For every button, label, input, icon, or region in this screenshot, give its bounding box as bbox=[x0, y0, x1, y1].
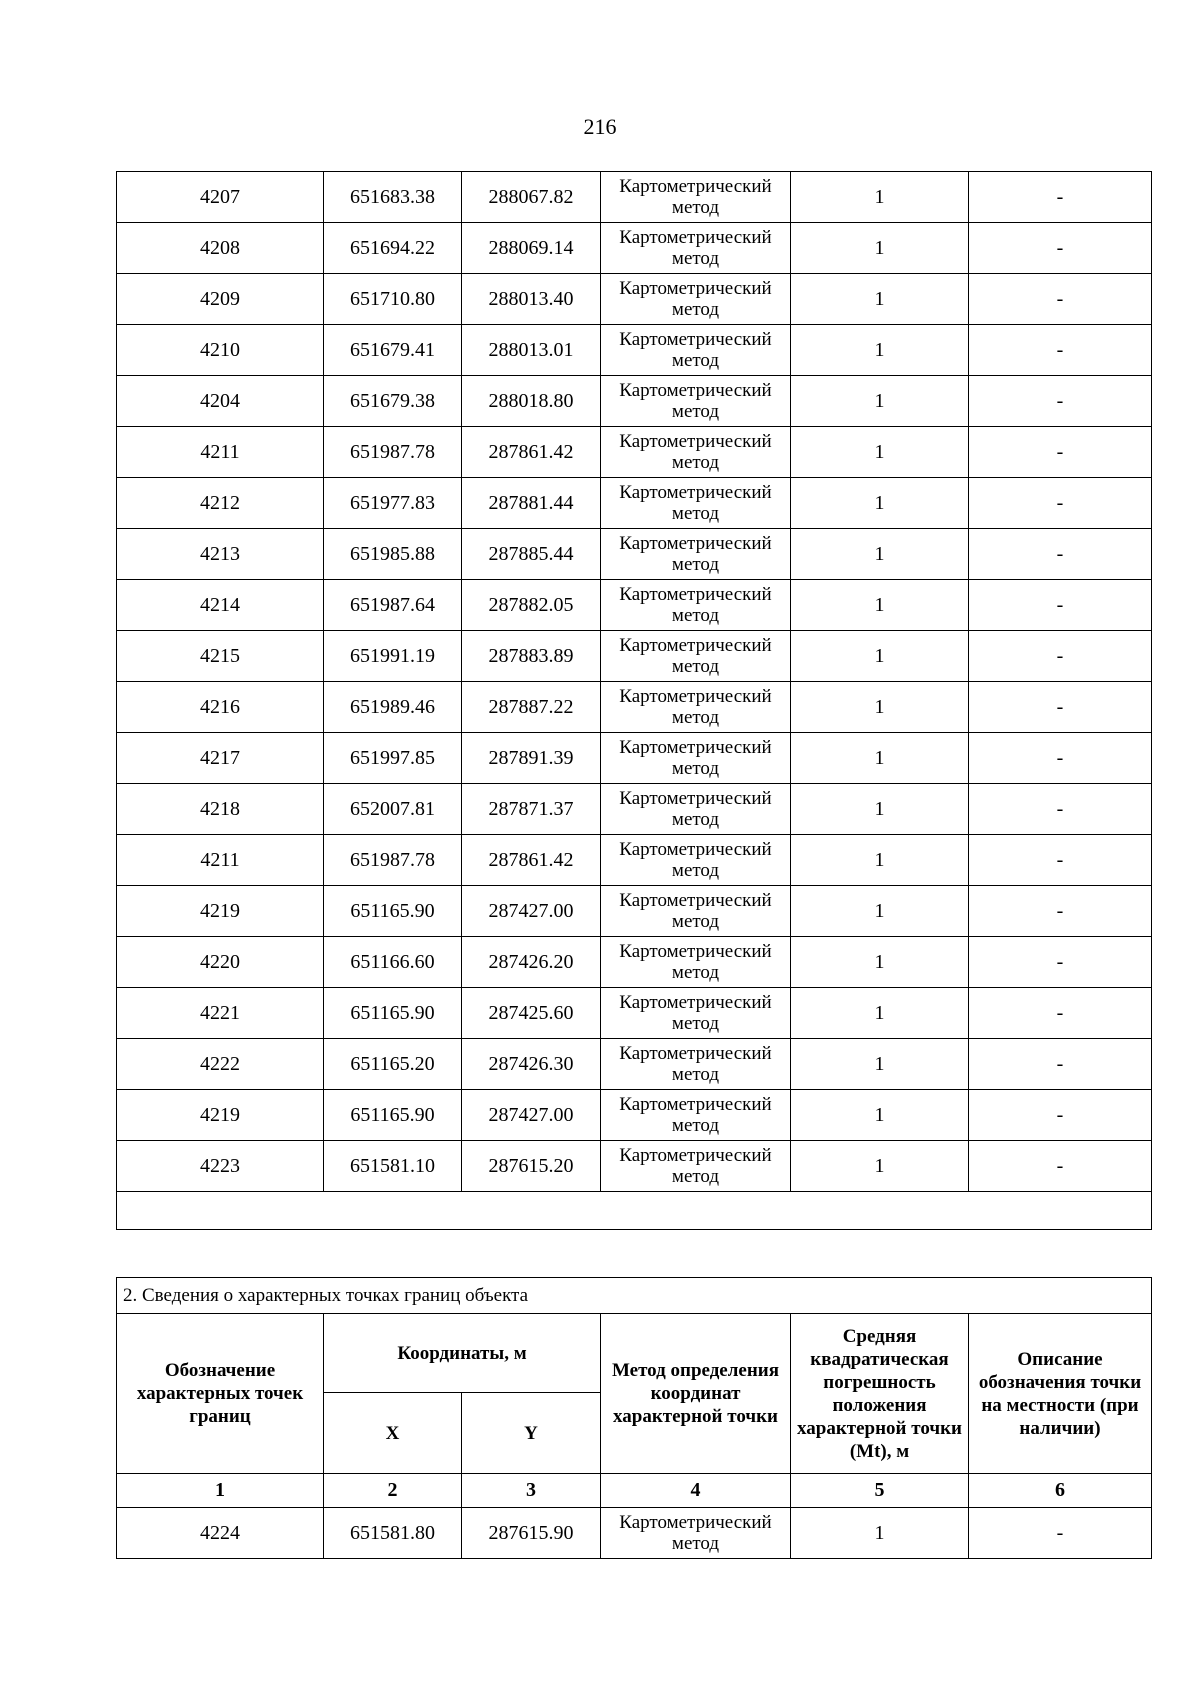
method-line: метод bbox=[671, 1115, 720, 1136]
col-number: 1 bbox=[117, 1474, 324, 1508]
desc-cell: - bbox=[969, 835, 1152, 886]
method-line: метод bbox=[671, 299, 720, 320]
method-cell bbox=[601, 937, 791, 988]
method-line: метод bbox=[671, 656, 720, 677]
point-cell: 4211 bbox=[117, 427, 324, 478]
table-row bbox=[117, 784, 1152, 835]
table-row bbox=[117, 1508, 1152, 1559]
method-line: метод bbox=[671, 707, 720, 728]
desc-cell: - bbox=[969, 529, 1152, 580]
method-line: метод bbox=[671, 1013, 720, 1034]
mt-cell: 1 bbox=[791, 631, 969, 682]
method-line: Картометрический bbox=[619, 941, 772, 962]
desc-cell: - bbox=[969, 784, 1152, 835]
method-cell bbox=[601, 376, 791, 427]
table-row bbox=[117, 478, 1152, 529]
method-line: Картометрический bbox=[619, 329, 772, 350]
point-cell: 4215 bbox=[117, 631, 324, 682]
method-cell bbox=[601, 223, 791, 274]
method-line: Картометрический bbox=[619, 584, 772, 605]
desc-cell: - bbox=[969, 733, 1152, 784]
point-cell: 4217 bbox=[117, 733, 324, 784]
mt-cell: 1 bbox=[791, 1039, 969, 1090]
mt-cell: 1 bbox=[791, 172, 969, 223]
table-row bbox=[117, 733, 1152, 784]
y-cell: 288018.80 bbox=[462, 376, 601, 427]
y-cell: 288069.14 bbox=[462, 223, 601, 274]
section2-points-table bbox=[116, 1277, 1152, 1559]
point-cell: 4221 bbox=[117, 988, 324, 1039]
table-row bbox=[117, 223, 1152, 274]
method-line: метод bbox=[671, 503, 720, 524]
header-y: Y bbox=[462, 1393, 601, 1474]
point-cell: 4208 bbox=[117, 223, 324, 274]
desc-cell: - bbox=[969, 223, 1152, 274]
y-cell: 287615.20 bbox=[462, 1141, 601, 1192]
method-cell bbox=[601, 172, 791, 223]
y-cell: 287881.44 bbox=[462, 478, 601, 529]
point-cell: 4218 bbox=[117, 784, 324, 835]
x-cell: 651581.10 bbox=[324, 1141, 462, 1192]
desc-cell: - bbox=[969, 1141, 1152, 1192]
x-cell: 651679.38 bbox=[324, 376, 462, 427]
y-cell: 287887.22 bbox=[462, 682, 601, 733]
section-title: 2. Сведения о характерных точках границ объекта bbox=[117, 1278, 1152, 1314]
method-line: метод bbox=[671, 1064, 720, 1085]
method-line: метод bbox=[671, 554, 720, 575]
page-number: 216 bbox=[583, 114, 617, 139]
method-line: Картометрический bbox=[619, 278, 772, 299]
method-line: метод bbox=[671, 401, 720, 422]
method-cell bbox=[601, 1141, 791, 1192]
method-cell bbox=[601, 478, 791, 529]
desc-cell: - bbox=[969, 886, 1152, 937]
mt-cell: 1 bbox=[791, 886, 969, 937]
desc-cell: - bbox=[969, 1039, 1152, 1090]
y-cell: 287861.42 bbox=[462, 835, 601, 886]
method-line: метод bbox=[671, 350, 720, 371]
method-line: метод bbox=[671, 911, 720, 932]
x-cell: 652007.81 bbox=[324, 784, 462, 835]
mt-cell: 1 bbox=[791, 223, 969, 274]
method-cell bbox=[601, 988, 791, 1039]
table-row bbox=[117, 886, 1152, 937]
x-cell: 651987.78 bbox=[324, 427, 462, 478]
method-line: метод bbox=[671, 962, 720, 983]
method-line: Картометрический bbox=[619, 737, 772, 758]
method-line: Картометрический bbox=[619, 482, 772, 503]
method-cell bbox=[601, 274, 791, 325]
y-cell: 287871.37 bbox=[462, 784, 601, 835]
method-cell bbox=[601, 529, 791, 580]
method-cell bbox=[601, 1090, 791, 1141]
desc-cell: - bbox=[969, 1508, 1152, 1559]
col-number: 6 bbox=[969, 1474, 1152, 1508]
x-cell: 651987.64 bbox=[324, 580, 462, 631]
desc-cell: - bbox=[969, 580, 1152, 631]
point-cell: 4204 bbox=[117, 376, 324, 427]
y-cell: 287427.00 bbox=[462, 1090, 601, 1141]
table-row bbox=[117, 937, 1152, 988]
table-row bbox=[117, 1141, 1152, 1192]
point-cell: 4223 bbox=[117, 1141, 324, 1192]
method-line: Картометрический bbox=[619, 1512, 772, 1533]
col-number: 2 bbox=[324, 1474, 462, 1508]
method-line: Картометрический bbox=[619, 380, 772, 401]
col-number: 3 bbox=[462, 1474, 601, 1508]
table-row bbox=[117, 529, 1152, 580]
method-cell bbox=[601, 682, 791, 733]
mt-cell: 1 bbox=[791, 376, 969, 427]
desc-cell: - bbox=[969, 325, 1152, 376]
x-cell: 651165.90 bbox=[324, 1090, 462, 1141]
point-cell: 4210 bbox=[117, 325, 324, 376]
method-line: Картометрический bbox=[619, 1094, 772, 1115]
desc-cell: - bbox=[969, 274, 1152, 325]
method-line: Картометрический bbox=[619, 431, 772, 452]
mt-cell: 1 bbox=[791, 274, 969, 325]
mt-cell: 1 bbox=[791, 835, 969, 886]
point-cell: 4214 bbox=[117, 580, 324, 631]
header-method: Метод определения координат характерной точки bbox=[601, 1314, 791, 1474]
mt-cell: 1 bbox=[791, 784, 969, 835]
y-cell: 287891.39 bbox=[462, 733, 601, 784]
point-cell: 4209 bbox=[117, 274, 324, 325]
desc-cell: - bbox=[969, 1090, 1152, 1141]
method-cell bbox=[601, 325, 791, 376]
method-cell bbox=[601, 427, 791, 478]
table-row bbox=[117, 988, 1152, 1039]
mt-cell: 1 bbox=[791, 733, 969, 784]
y-cell: 287885.44 bbox=[462, 529, 601, 580]
method-line: метод bbox=[671, 809, 720, 830]
x-cell: 651165.90 bbox=[324, 886, 462, 937]
x-cell: 651991.19 bbox=[324, 631, 462, 682]
mt-cell: 1 bbox=[791, 325, 969, 376]
method-cell bbox=[601, 1039, 791, 1090]
point-cell: 4213 bbox=[117, 529, 324, 580]
mt-cell: 1 bbox=[791, 682, 969, 733]
point-cell: 4219 bbox=[117, 886, 324, 937]
method-line: Картометрический bbox=[619, 533, 772, 554]
point-cell: 4216 bbox=[117, 682, 324, 733]
table-row bbox=[117, 376, 1152, 427]
header-point: Обозначение характерных точек границ bbox=[117, 1314, 324, 1474]
table-row bbox=[117, 325, 1152, 376]
mt-cell: 1 bbox=[791, 937, 969, 988]
header-coords: Координаты, м bbox=[324, 1314, 601, 1393]
y-cell: 287615.90 bbox=[462, 1508, 601, 1559]
x-cell: 651977.83 bbox=[324, 478, 462, 529]
x-cell: 651165.20 bbox=[324, 1039, 462, 1090]
col-number: 4 bbox=[601, 1474, 791, 1508]
x-cell: 651683.38 bbox=[324, 172, 462, 223]
method-cell bbox=[601, 733, 791, 784]
y-cell: 287861.42 bbox=[462, 427, 601, 478]
table-row bbox=[117, 274, 1152, 325]
desc-cell: - bbox=[969, 682, 1152, 733]
mt-cell: 1 bbox=[791, 427, 969, 478]
col-number: 5 bbox=[791, 1474, 969, 1508]
desc-cell: - bbox=[969, 988, 1152, 1039]
desc-cell: - bbox=[969, 937, 1152, 988]
method-cell bbox=[601, 784, 791, 835]
method-cell bbox=[601, 886, 791, 937]
table-row bbox=[117, 427, 1152, 478]
method-line: метод bbox=[671, 1533, 720, 1554]
method-cell bbox=[601, 580, 791, 631]
method-line: Картометрический bbox=[619, 890, 772, 911]
method-line: метод bbox=[671, 605, 720, 626]
empty-cell bbox=[117, 1192, 1152, 1230]
method-line: метод bbox=[671, 452, 720, 473]
method-line: Картометрический bbox=[619, 1043, 772, 1064]
mt-cell: 1 bbox=[791, 529, 969, 580]
x-cell: 651166.60 bbox=[324, 937, 462, 988]
x-cell: 651165.90 bbox=[324, 988, 462, 1039]
y-cell: 287883.89 bbox=[462, 631, 601, 682]
point-cell: 4224 bbox=[117, 1508, 324, 1559]
method-cell bbox=[601, 1508, 791, 1559]
method-line: метод bbox=[671, 248, 720, 269]
point-cell: 4211 bbox=[117, 835, 324, 886]
table-row bbox=[117, 1090, 1152, 1141]
point-cell: 4222 bbox=[117, 1039, 324, 1090]
x-cell: 651985.88 bbox=[324, 529, 462, 580]
method-line: метод bbox=[671, 1166, 720, 1187]
y-cell: 287882.05 bbox=[462, 580, 601, 631]
method-line: Картометрический bbox=[619, 635, 772, 656]
method-line: Картометрический bbox=[619, 788, 772, 809]
method-line: Картометрический bbox=[619, 227, 772, 248]
x-cell: 651989.46 bbox=[324, 682, 462, 733]
mt-cell: 1 bbox=[791, 1508, 969, 1559]
desc-cell: - bbox=[969, 631, 1152, 682]
header-x: X bbox=[324, 1393, 462, 1474]
empty-row bbox=[117, 1192, 1152, 1230]
point-cell: 4212 bbox=[117, 478, 324, 529]
method-cell bbox=[601, 631, 791, 682]
method-line: Картометрический bbox=[619, 686, 772, 707]
mt-cell: 1 bbox=[791, 478, 969, 529]
table-row bbox=[117, 631, 1152, 682]
header-desc: Описание обозначения точки на местности (при наличии) bbox=[969, 1314, 1152, 1474]
table-row bbox=[117, 172, 1152, 223]
method-line: Картометрический bbox=[619, 839, 772, 860]
method-line: метод bbox=[671, 758, 720, 779]
coordinates-table-continued bbox=[116, 171, 1152, 1230]
table-row bbox=[117, 835, 1152, 886]
x-cell: 651987.78 bbox=[324, 835, 462, 886]
table-row bbox=[117, 580, 1152, 631]
table-row bbox=[117, 682, 1152, 733]
y-cell: 288067.82 bbox=[462, 172, 601, 223]
method-line: Картометрический bbox=[619, 1145, 772, 1166]
desc-cell: - bbox=[969, 478, 1152, 529]
method-cell bbox=[601, 835, 791, 886]
method-line: метод bbox=[671, 860, 720, 881]
mt-cell: 1 bbox=[791, 580, 969, 631]
table-row bbox=[117, 1039, 1152, 1090]
point-cell: 4219 bbox=[117, 1090, 324, 1141]
mt-cell: 1 bbox=[791, 988, 969, 1039]
y-cell: 287427.00 bbox=[462, 886, 601, 937]
point-cell: 4220 bbox=[117, 937, 324, 988]
y-cell: 288013.40 bbox=[462, 274, 601, 325]
y-cell: 287425.60 bbox=[462, 988, 601, 1039]
y-cell: 287426.30 bbox=[462, 1039, 601, 1090]
method-line: Картометрический bbox=[619, 176, 772, 197]
x-cell: 651997.85 bbox=[324, 733, 462, 784]
desc-cell: - bbox=[969, 376, 1152, 427]
y-cell: 288013.01 bbox=[462, 325, 601, 376]
x-cell: 651710.80 bbox=[324, 274, 462, 325]
x-cell: 651694.22 bbox=[324, 223, 462, 274]
mt-cell: 1 bbox=[791, 1090, 969, 1141]
point-cell: 4207 bbox=[117, 172, 324, 223]
x-cell: 651581.80 bbox=[324, 1508, 462, 1559]
y-cell: 287426.20 bbox=[462, 937, 601, 988]
desc-cell: - bbox=[969, 172, 1152, 223]
x-cell: 651679.41 bbox=[324, 325, 462, 376]
method-line: метод bbox=[671, 197, 720, 218]
mt-cell: 1 bbox=[791, 1141, 969, 1192]
desc-cell: - bbox=[969, 427, 1152, 478]
method-line: Картометрический bbox=[619, 992, 772, 1013]
header-mt: Средняя квадратическая погрешность положения характерной точки (Mt), м bbox=[791, 1314, 969, 1474]
